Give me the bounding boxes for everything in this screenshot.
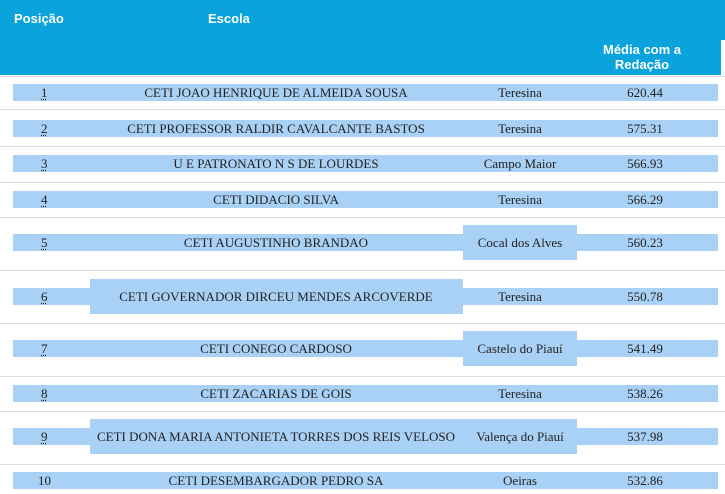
row-position[interactable]: 2	[41, 121, 48, 136]
column-header-school: Escola	[208, 11, 250, 26]
table-row	[0, 182, 725, 216]
row-divider	[0, 323, 725, 324]
row-divider	[0, 217, 725, 218]
row-score: 550.78	[627, 289, 663, 304]
row-school: U E PATRONATO N S DE LOURDES	[173, 155, 379, 171]
row-city: Castelo do Piauí	[477, 340, 563, 356]
row-score: 566.93	[627, 156, 663, 171]
row-divider	[0, 376, 725, 377]
row-highlight-left	[13, 428, 90, 445]
row-score: 537.98	[627, 429, 663, 444]
row-school: CETI AUGUSTINHO BRANDAO	[183, 234, 369, 250]
row-school: CETI DESEMBARGADOR PEDRO SA	[168, 472, 384, 488]
row-city: Cocal dos Alves	[477, 234, 563, 250]
row-city: Teresina	[498, 191, 542, 207]
row-city: Valença do Piauí	[476, 428, 564, 444]
table-row	[0, 109, 725, 145]
row-school: CETI GOVERNADOR DIRCEU MENDES ARCOVERDE	[119, 288, 433, 304]
table-header-bar	[0, 0, 725, 40]
column-header-position: Posição	[14, 11, 64, 26]
row-position: 10	[38, 473, 51, 488]
row-divider	[0, 146, 725, 147]
row-divider	[0, 464, 725, 465]
row-score: 620.44	[627, 85, 663, 100]
row-score: 566.29	[627, 192, 663, 207]
row-score: 560.23	[627, 235, 663, 250]
row-school: CETI ZACARIAS DE GOIS	[200, 385, 352, 401]
row-position[interactable]: 3	[41, 156, 48, 171]
table-row	[0, 270, 725, 322]
row-divider	[0, 411, 725, 412]
row-school: CETI DONA MARIA ANTONIETA TORRES DOS REIS VELOSO	[96, 428, 456, 444]
column-header-average: Média com a Redação	[602, 42, 682, 72]
row-position[interactable]: 1	[41, 85, 48, 100]
row-position[interactable]: 7	[41, 341, 48, 356]
table-row	[0, 146, 725, 181]
row-score: 541.49	[627, 341, 663, 356]
row-school: CETI JOAO HENRIQUE DE ALMEIDA SOUSA	[144, 84, 408, 100]
row-score: 532.86	[627, 473, 663, 488]
row-school: CETI DIDACIO SILVA	[213, 191, 339, 207]
header-edge	[721, 40, 725, 75]
table-row	[0, 376, 725, 410]
table-row	[0, 411, 725, 463]
row-position[interactable]: 5	[41, 235, 48, 250]
row-city: Campo Maior	[483, 155, 557, 171]
row-position[interactable]: 8	[41, 386, 48, 401]
row-divider	[0, 76, 725, 77]
row-position[interactable]: 4	[41, 192, 48, 207]
row-city: Teresina	[498, 84, 542, 100]
row-position[interactable]: 6	[41, 289, 48, 304]
row-divider	[0, 270, 725, 271]
row-school: CETI CONEGO CARDOSO	[200, 340, 352, 356]
row-divider	[0, 182, 725, 183]
table-row	[0, 76, 725, 108]
row-score: 538.26	[627, 386, 663, 401]
row-city: Teresina	[498, 385, 542, 401]
row-city: Teresina	[498, 288, 542, 304]
row-city: Oeiras	[503, 472, 537, 488]
table-row	[0, 323, 725, 375]
row-divider	[0, 109, 725, 110]
row-score: 575.31	[627, 121, 663, 136]
table-row	[0, 217, 725, 269]
row-position[interactable]: 9	[41, 429, 48, 444]
row-city: Teresina	[498, 120, 542, 136]
table-row	[0, 464, 725, 494]
row-school: CETI PROFESSOR RALDIR CAVALCANTE BASTOS	[127, 120, 425, 136]
row-highlight-left	[13, 288, 90, 305]
